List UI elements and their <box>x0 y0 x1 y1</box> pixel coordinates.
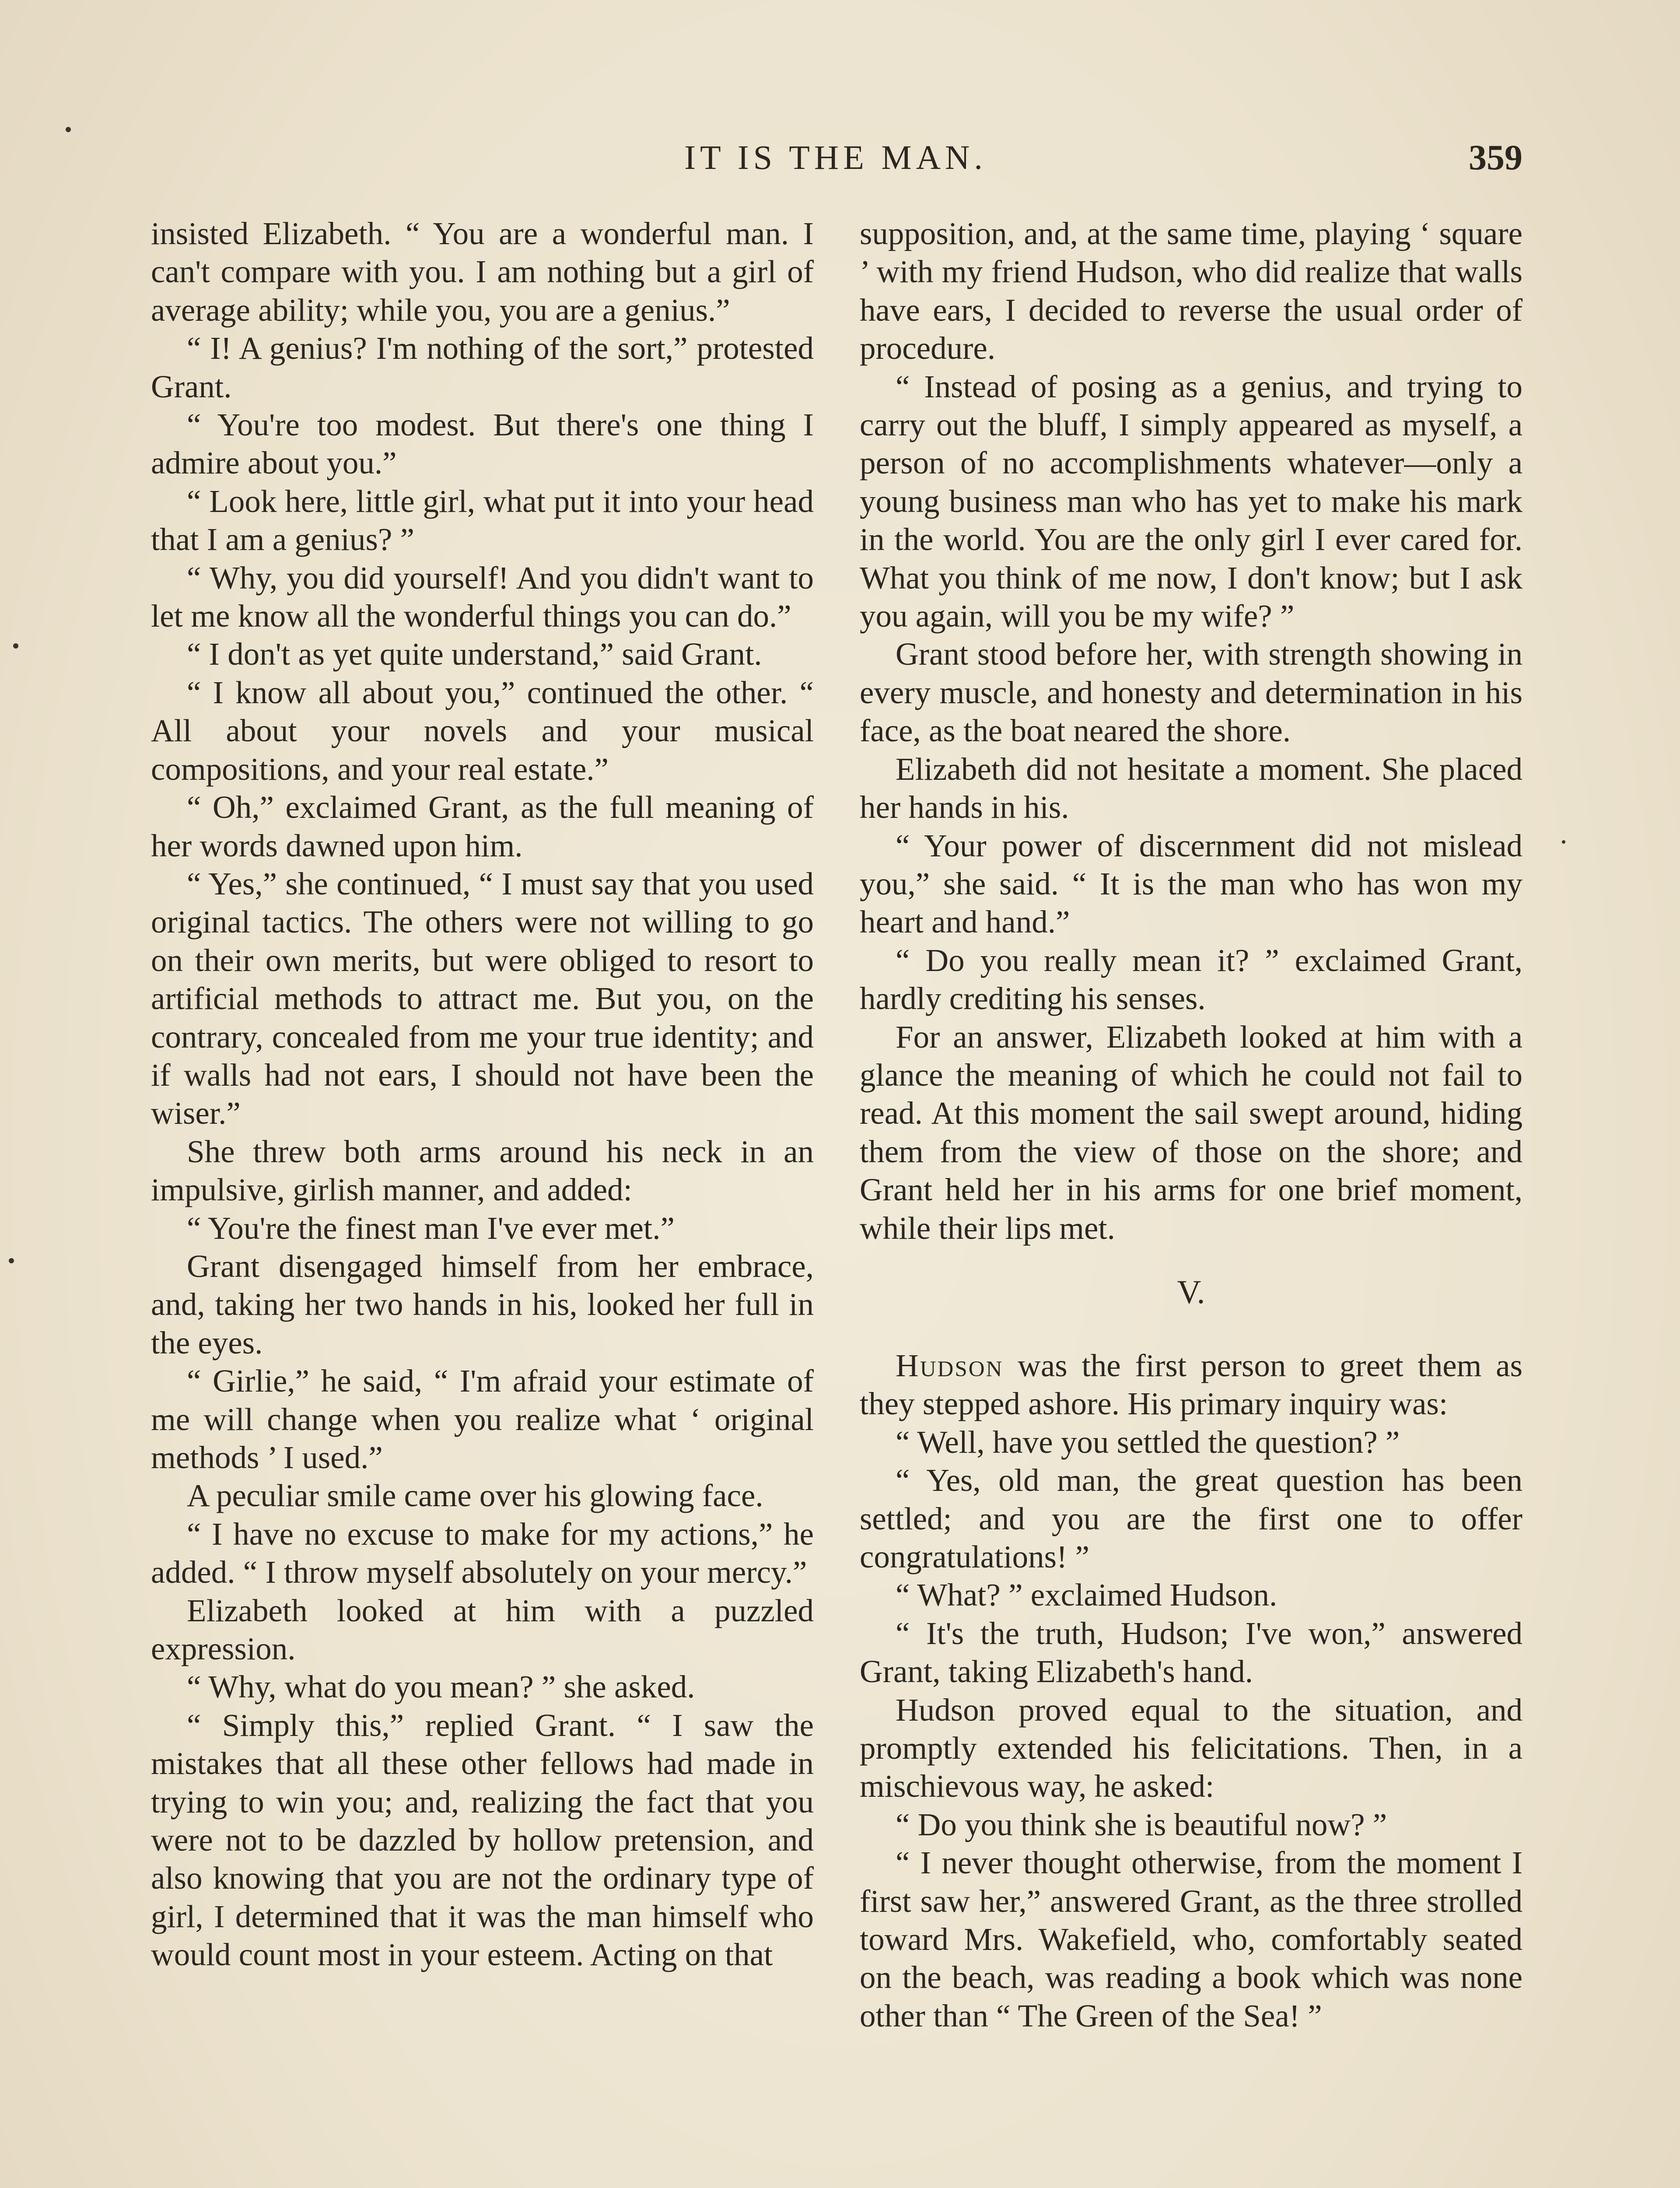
paragraph: “ Your power of discernment did not mislead you,” she said. “ It is the man who has won my heart and hand.” <box>860 828 1522 940</box>
paragraph: “ I never thought otherwise, from the moment I first saw her,” answered Grant, as the three strolled toward Mrs. Wakefield, who, comfortably seated on the beach, was reading a book which was none other than “ The Green of the Sea! ” <box>860 1845 1522 2034</box>
running-title: IT IS THE MAN. <box>684 138 987 176</box>
paragraph: Hudson proved equal to the situation, and promptly extended his felicitations. Then, in a mischievous way, he asked: <box>860 1692 1522 1804</box>
paragraph: insisted Elizabeth. “ You are a wonderful man. I can't compare with you. I am nothing but a girl of average ability; while you, you are a genius.” <box>151 216 814 328</box>
paragraph: She threw both arms around his neck in an impulsive, girlish manner, and added: <box>151 1133 814 1208</box>
paragraph: “ What? ” exclaimed Hudson. <box>896 1577 1278 1613</box>
paragraph: “ Oh,” exclaimed Grant, as the full meaning of her words dawned upon him. <box>151 789 814 863</box>
section-heading: V. <box>1177 1273 1205 1311</box>
page-header <box>149 131 1522 184</box>
paragraph: For an answer, Elizabeth looked at him with a glance the meaning of which he could not fail to read. At this moment the sail swept around, hiding them from the view of those on the shore; and Grant held her in his arms for one brief moment, while their lips met. <box>860 1019 1522 1246</box>
paragraph: “ Yes,” she continued, “ I must say that you used original tactics. The others were not willing to go on their own merits, but were obliged to resort to artificial methods to attract me. But you, on the contrary, concealed from me your true identity; and if walls had not ears, I should not have been the wiser.” <box>151 866 814 1131</box>
paragraph: Elizabeth did not hesitate a moment. She placed her hands in his. <box>860 751 1522 825</box>
ink-speck <box>1562 840 1565 844</box>
paragraph: Elizabeth looked at him with a puzzled expression. <box>151 1592 814 1667</box>
paragraph: “ Why, you did yourself! And you didn't want to let me know all the wonderful things you can do.” <box>151 560 814 634</box>
ink-speck <box>66 127 71 132</box>
paragraph: “ Do you really mean it? ” exclaimed Grant, hardly crediting his senses. <box>860 942 1522 1017</box>
paragraph: “ Girlie,” he said, “ I'm afraid your estimate of me will change when you realize what ‘ original methods ’ I used.” <box>151 1363 814 1475</box>
paragraph: “ Simply this,” replied Grant. “ I saw the mistakes that all these other fellows had made in trying to win you; and, realizing the fact that you were not to be dazzled by hollow pretension, and also knowing that you are not the ordinary type of girl, I determined that it was the man himself who would count most in your esteem. Acting on that <box>151 1707 814 1973</box>
page-number: 359 <box>1469 137 1522 177</box>
paragraph: “ I don't as yet quite understand,” said Grant. <box>187 636 762 672</box>
paragraph: “ I! A genius? I'm nothing of the sort,” protested Grant. <box>151 330 814 404</box>
paragraph: “ It's the truth, Hudson; I've won,” answered Grant, taking Elizabeth's hand. <box>860 1615 1522 1690</box>
paragraph: “ Do you think she is beautiful now? ” <box>896 1806 1387 1842</box>
paragraph: “ Instead of posing as a genius, and trying to carry out the bluff, I simply appeared as myself, a person of no accomplishments whatever—only a young business man who has yet to make his mark in the world. You are the only girl I ever cared for. What you think of me now, I don't know; but I ask you again, will you be my wife? ” <box>860 368 1522 634</box>
paragraph: A peculiar smile came over his glowing face. <box>187 1478 763 1514</box>
paragraph: Grant stood before her, with strength showing in every muscle, and honesty and determination in his face, as the boat neared the shore. <box>860 636 1522 749</box>
ink-speck <box>13 643 18 649</box>
section-first-rest: was the first person to greet them as they stepped ashore. His primary inquiry was: <box>860 1347 1522 1422</box>
paragraph: “ Well, have you settled the question? ” <box>896 1424 1400 1460</box>
paragraph: “ You're the finest man I've ever met.” <box>187 1210 675 1246</box>
paragraph: “ I know all about you,” continued the other. “ All about your novels and your musical compositions, and your real estate.” <box>151 674 814 787</box>
ink-speck <box>9 1258 14 1263</box>
paragraph: supposition, and, at the same time, playing ‘ square ’ with my friend Hudson, who did realize that walls have ears, I decided to reverse the usual order of procedure. <box>860 216 1522 366</box>
paragraph: “ Look here, little girl, what put it into your head that I am a genius? ” <box>151 483 814 558</box>
paragraph: “ Yes, old man, the great question has been settled; and you are the first one to offer congratulations! ” <box>860 1462 1522 1574</box>
paragraph: “ You're too modest. But there's one thing I admire about you.” <box>151 407 814 481</box>
section-first-word: Hudson <box>896 1347 1004 1383</box>
paragraph: “ Why, what do you mean? ” she asked. <box>187 1669 695 1705</box>
left-column <box>151 214 814 1974</box>
section-opening-paragraph <box>860 1346 1522 1423</box>
right-column <box>860 214 1522 2035</box>
paragraph: “ I have no excuse to make for my actions,” he added. “ I throw myself absolutely on your mercy.” <box>151 1516 814 1590</box>
paragraph: Grant disengaged himself from her embrace, and, taking her two hands in his, looked her full in the eyes. <box>151 1248 814 1360</box>
